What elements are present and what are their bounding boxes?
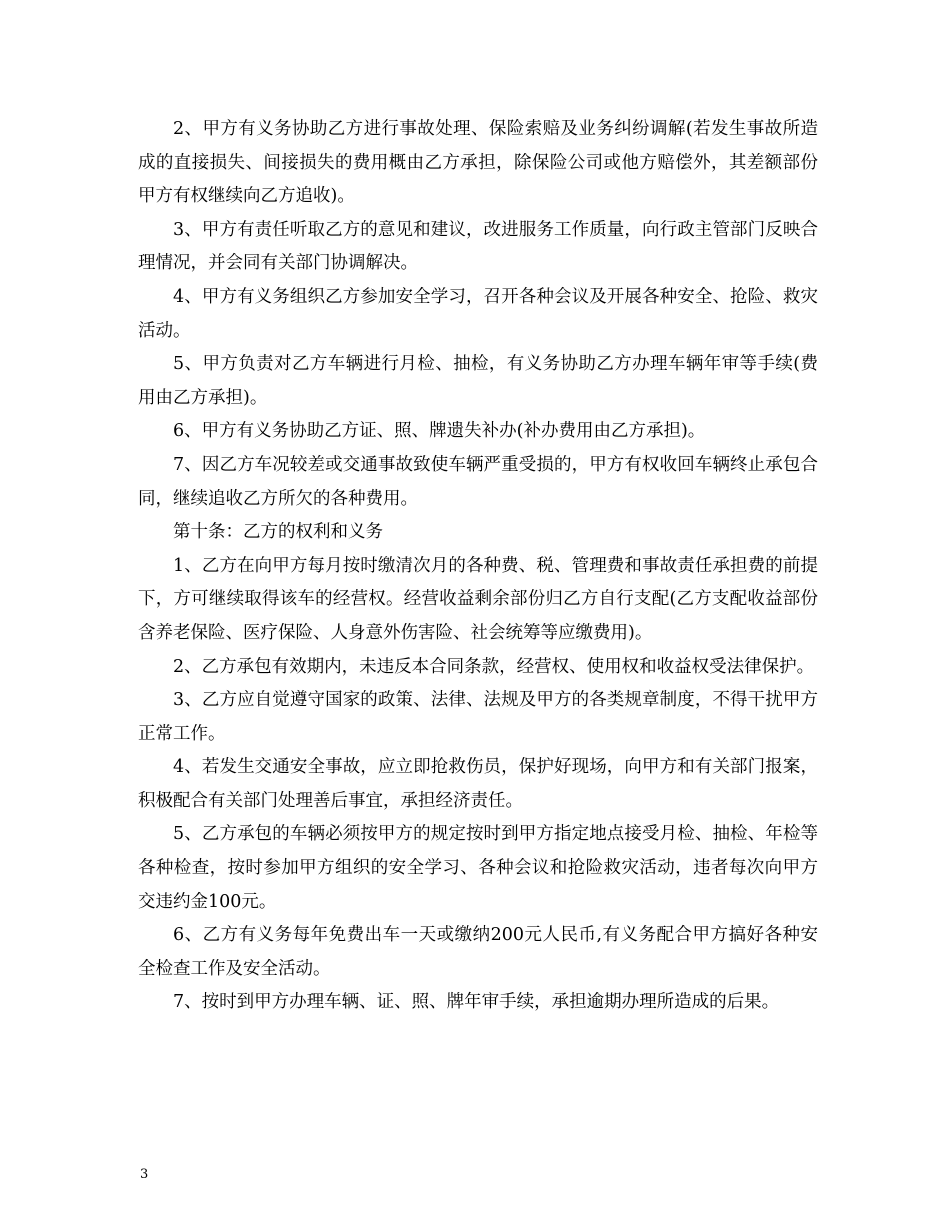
section-heading-article-10: 第十条：乙方的权利和义务 bbox=[173, 522, 383, 543]
paragraph-b-clause-4: 4、若发生交通安全事故，应立即抢救伤员，保护好现场，向甲方和有关部门报案，积极配合有关部门处理善后事宜，承担经济责任。 bbox=[138, 757, 818, 811]
paragraph-b-clause-6: 6、乙方有义务每年免费出车一天或缴纳200元人民币,有义务配合甲方搞好各种安全检查工作及安全活动。 bbox=[138, 925, 818, 979]
paragraph-a-clause-5: 5、甲方负责对乙方车辆进行月检、抽检，有义务协助乙方办理车辆年审等手续(费用由乙方承担)。 bbox=[138, 354, 818, 408]
paragraph-a-clause-7: 7、因乙方车况较差或交通事故致使车辆严重受损的，甲方有权收回车辆终止承包合同，继续追收乙方所欠的各种费用。 bbox=[138, 454, 818, 509]
paragraph-a-clause-3: 3、甲方有责任听取乙方的意见和建议，改进服务工作质量，向行政主管部门反映合理情况，并会同有关部门协调解决。 bbox=[138, 219, 818, 274]
document-body bbox=[138, 113, 818, 1020]
paragraph-b-clause-2: 2、乙方承包有效期内，未违反本合同条款，经营权、使用权和收益权受法律保护。 bbox=[173, 656, 815, 677]
paragraph-b-clause-5: 5、乙方承包的车辆必须按甲方的规定按时到甲方指定地点接受月检、抽检、年检等各种检查，按时参加甲方组织的安全学习、各种会议和抢险救灾活动，违者每次向甲方交违约金100元。 bbox=[138, 824, 818, 912]
paragraph-a-clause-4: 4、甲方有义务组织乙方参加安全学习，召开各种会议及开展各种安全、抢险、救灾活动。 bbox=[138, 286, 818, 341]
paragraph-b-clause-7: 7、按时到甲方办理车辆、证、照、牌年审手续，承担逾期办理所造成的后果。 bbox=[173, 992, 780, 1013]
paragraph-b-clause-3: 3、乙方应自觉遵守国家的政策、法律、法规及甲方的各类规章制度，不得干扰甲方正常工作。 bbox=[138, 690, 818, 744]
paragraph-a-clause-2: 2、甲方有义务协助乙方进行事故处理、保险索赔及业务纠纷调解(若发生事故所造成的直接损失、间接损失的费用概由乙方承担，除保险公司或他方赔偿外，其差额部份甲方有权继续向乙方追收)。 bbox=[138, 119, 818, 207]
paragraph-b-clause-1: 1、乙方在向甲方每月按时缴清次月的各种费、税、管理费和事故责任承担费的前提下，方可继续取得该车的经营权。经营收益剩余部份归乙方自行支配(乙方支配收益部份含养老保险、医疗保险、人身意外伤害险、社会统筹等应缴费用)。 bbox=[138, 555, 818, 643]
paragraph-a-clause-6: 6、甲方有义务协助乙方证、照、牌遗失补办(补办费用由乙方承担)。 bbox=[173, 421, 706, 442]
page-number: 3 bbox=[140, 1167, 149, 1182]
